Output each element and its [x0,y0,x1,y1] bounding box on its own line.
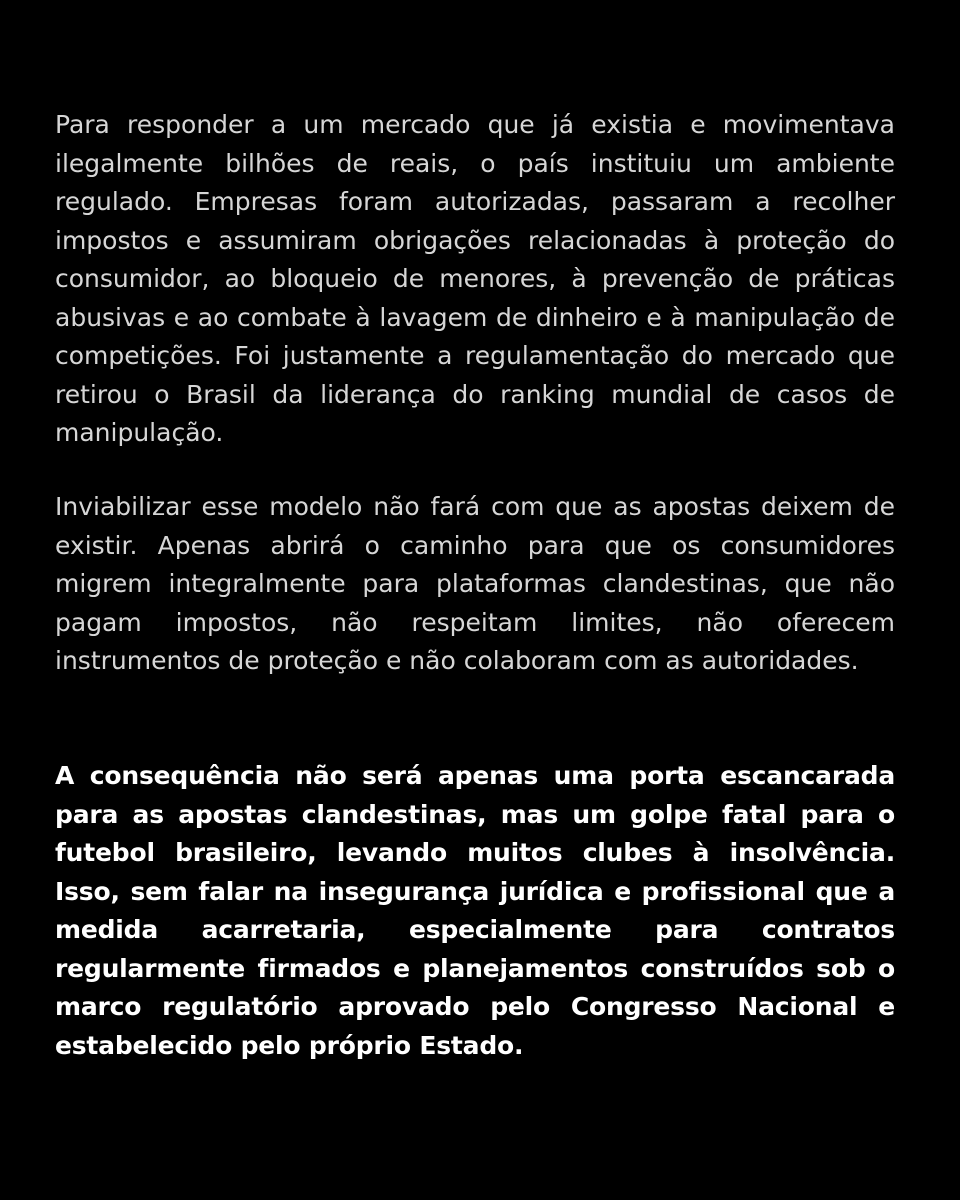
paragraph-clandestine-migration: Inviabilizar esse modelo não fará com que as apostas deixem de existir. Apenas abrirá o caminho para que os consumidores migrem integralmente para plataformas clandestinas, que não pagam impostos, não respeitam limites, não oferecem instrumentos de proteção e não colaboram com as autoridades. [55,492,895,675]
paragraph-regulation: Para responder a um mercado que já existia e movimentava ilegalmente bilhões de reais, o país instituiu um ambiente regulado. Empresas foram autorizadas, passaram a recolher impostos e assumiram obrigações relacionadas à proteção do consumidor, ao bloqueio de menores, à prevenção de práticas abusivas e ao combate à lavagem de dinheiro e à manipulação de competições. Foi justamente a regulamentação do mercado que retirou o Brasil da liderança do ranking mundial de casos de manipulação. [55,110,895,447]
paragraph-consequence-bold: A consequência não será apenas uma porta escancarada para as apostas clandestinas, mas um golpe fatal para o futebol brasileiro, levando muitos clubes à insolvência. Isso, sem falar na insegurança jurídica e profissional que a medida acarretaria, especialmente para contratos regularmente firmados e planejamentos construídos sob o marco regulatório aprovado pelo Congresso Nacional e estabelecido pelo próprio Estado. [55,761,895,1060]
